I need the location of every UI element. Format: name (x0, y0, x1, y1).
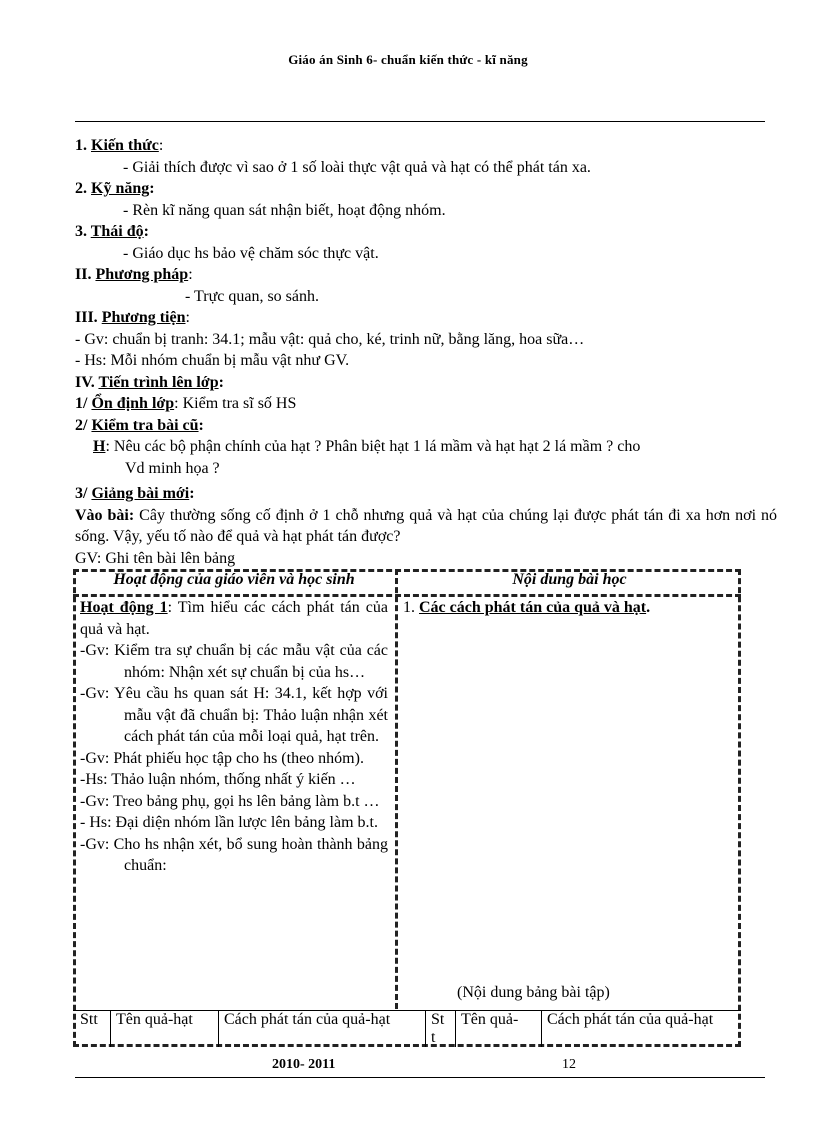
old-lesson-question-cont: Vd minh họa ? (125, 459, 220, 477)
section-number: 1/ (75, 395, 92, 412)
section-number: 1. (75, 137, 91, 154)
section-materials-heading (75, 307, 777, 329)
section-colon: : (198, 416, 204, 434)
section-colon: : (143, 223, 149, 240)
section-label: Kỹ năng (91, 180, 150, 197)
section-colon: : (158, 137, 164, 154)
section-label: Phương pháp (95, 266, 189, 283)
section-number: 2. (75, 180, 91, 197)
subheader-dispersal-2: Cách phát tán của quả-hạt (547, 1011, 714, 1028)
table-header-activities: Hoạt động của giáo viên và học sinh (113, 571, 355, 588)
subheader-dispersal: Cách phát tán của quả-hạt (224, 1011, 391, 1028)
activity-step: -Gv: Kiểm tra sự chuẩn bị các mẫu vật của các nhóm: Nhận xét sự chuẩn bị của hs… (80, 642, 388, 681)
table-column-divider (395, 569, 398, 1009)
section-colon: : (188, 266, 193, 283)
section-label: Phương tiện (101, 309, 186, 326)
subheader-separator (218, 1011, 219, 1047)
section-attitude-heading (75, 221, 777, 243)
header-divider (75, 121, 765, 122)
subheader-stt: Stt (80, 1011, 98, 1028)
footer-divider (75, 1077, 765, 1078)
section-attitude-text: - Giáo dục hs bảo vệ chăm sóc thực vật. (123, 244, 379, 262)
section-colon: : (189, 485, 195, 502)
section-knowledge-text: - Giải thích được vì sao ở 1 số loài thực vật quả và hạt có thể phát tán xa. (123, 158, 591, 176)
section-number: 2/ (75, 416, 92, 434)
page-header-title: Giáo án Sinh 6- chuẩn kiến thức - kĩ năng (288, 52, 528, 67)
activity-text: : Tìm hiểu các cách phát tán của quả và hạt. (80, 599, 388, 638)
activity-label: Hoạt động 1 (80, 599, 168, 616)
exercise-table-header-row (73, 1010, 741, 1047)
intro-text: Cây thường sống cố định ở 1 chỗ nhưng quả và hạt của chúng lại được phát tán đi xa hơn nơi nó sống. Vậy, yếu tố nào để quả và hạt phát tán được? (75, 506, 777, 545)
section-label: Thái độ (90, 223, 144, 240)
section-label: Tiến trình lên lớp (98, 373, 219, 391)
activity-step: -Gv: Cho hs nhận xét, bổ sung hoàn thành bảng chuẩn: (80, 835, 388, 874)
section-number: IV. (75, 373, 99, 391)
section-skills-heading (75, 178, 777, 200)
content-column (403, 597, 733, 619)
content-title-dot: . (646, 599, 651, 616)
section-skills-text: - Rèn kĩ năng quan sát nhận biết, hoạt động nhóm. (123, 201, 446, 219)
lesson-intro (75, 505, 777, 548)
section-number: III. (75, 309, 102, 326)
subheader-stt-2: St t (431, 1011, 445, 1046)
section-number: 3/ (75, 485, 92, 502)
section-method-text: - Trực quan, so sánh. (185, 287, 320, 305)
exercise-table-note: (Nội dung bảng bài tập) (457, 984, 610, 1001)
section-old-lesson-heading (75, 415, 777, 437)
activities-column (80, 597, 388, 877)
table-header-content: Nội dung bài học (512, 571, 627, 588)
section-knowledge-heading (75, 135, 777, 157)
section-label: Ổn định lớp (91, 395, 175, 412)
subheader-separator (110, 1011, 111, 1047)
content-title: Các cách phát tán của quả và hạt (419, 599, 647, 616)
gv-note: GV: Ghi tên bài lên bảng (75, 549, 236, 567)
section-number: 3. (75, 223, 91, 240)
content-number: 1. (403, 599, 419, 616)
section-colon: : (185, 309, 190, 326)
section-colon: : (218, 373, 224, 391)
question-text: : Nêu các bộ phận chính của hạt ? Phân biệt hạt 1 lá mầm và hạt hạt 2 lá mầm ? cho (105, 438, 641, 455)
section-text: Kiểm tra sĩ số HS (178, 395, 297, 412)
section-method-heading (75, 264, 777, 286)
activity-step: -Hs: Thảo luận nhóm, thống nhất ý kiến … (80, 771, 356, 788)
section-label: Giảng bài mới (91, 485, 190, 502)
activity-step: - Hs: Đại diện nhóm lần lược lên bảng làm b.t. (80, 814, 378, 831)
activity-table (73, 569, 741, 1049)
lesson-body (75, 135, 777, 569)
old-lesson-question (75, 436, 777, 458)
activity-title (80, 597, 388, 640)
subheader-separator (541, 1011, 542, 1047)
section-colon: : (174, 395, 179, 412)
section-colon: : (149, 180, 155, 197)
intro-label: Vào bài: (75, 506, 135, 524)
footer-school-year: 2010- 2011 (272, 1057, 336, 1072)
footer-page-number: 12 (562, 1057, 576, 1072)
section-materials-gv: - Gv: chuẩn bị tranh: 34.1; mẫu vật: quả cho, ké, trinh nữ, bằng lăng, hoa sữa… (75, 330, 585, 348)
activity-step: -Gv: Yêu cầu hs quan sát H: 34.1, kết hợp với mẫu vật đã chuẩn bị: Thảo luận nhận xét cách phát tán của mỗi loại quả, hạt trên. (80, 685, 388, 745)
question-marker: H (93, 438, 106, 455)
subheader-separator (455, 1011, 456, 1047)
section-class-check (75, 393, 777, 415)
section-materials-hs: - Hs: Mỗi nhóm chuẩn bị mẫu vật như GV. (75, 352, 350, 369)
subheader-fruit-name-2: Tên quả- (461, 1011, 519, 1028)
section-label: Kiểm tra bài cũ (91, 416, 199, 434)
section-new-lesson-heading (75, 483, 777, 505)
activity-step: -Gv: Phát phiếu học tập cho hs (theo nhóm). (80, 749, 364, 767)
section-label: Kiến thức (91, 137, 159, 154)
section-number: II. (75, 266, 96, 283)
subheader-fruit-name: Tên quả-hạt (116, 1011, 193, 1028)
subheader-separator (425, 1011, 426, 1047)
section-procedure-heading (75, 372, 777, 394)
activity-step: -Gv: Treo bảng phụ, gọi hs lên bảng làm b.t … (80, 792, 380, 810)
